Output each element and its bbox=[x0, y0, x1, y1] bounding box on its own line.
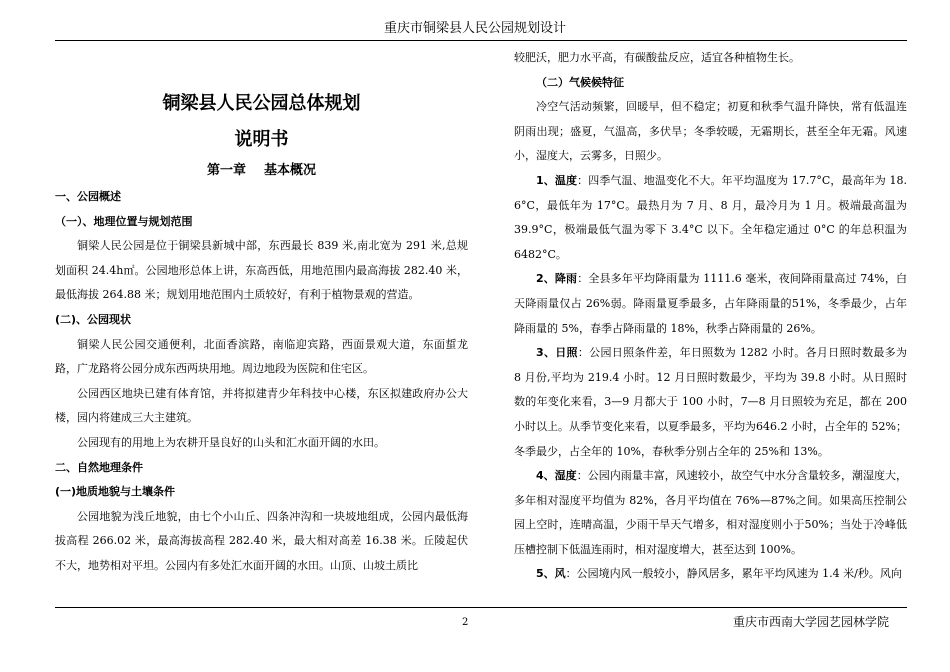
left-column bbox=[55, 46, 468, 579]
chapter-number: 第一章 bbox=[206, 163, 246, 178]
paragraph: 公园现有的用地上为农耕开垦良好的山头和汇水面开阔的水田。 bbox=[77, 435, 385, 449]
humidity-paragraph bbox=[514, 464, 907, 562]
chapter-heading bbox=[55, 159, 468, 185]
page-header-title: 重庆市铜梁县人民公园规划设计 bbox=[383, 21, 566, 36]
subsection-heading: (一)地质地貌与土壤条件 bbox=[55, 485, 176, 499]
footer-rule bbox=[55, 607, 907, 608]
humidity-text: ：公园内雨量丰富，风速较小，故空气中水分含量较多，潮湿度大，多年相对湿度平均值为 82%，各月平均值在 76%—87%之间。如果高压控制公园上空时，连晴高温，少雨干旱天气增多，相对湿度则小于50%；当处于冷峰低压槽控制下低温连雨时，相对湿度增大，甚至达到 100%。 bbox=[514, 469, 908, 556]
subsection-heading: （一）、地理位置与规划范围 bbox=[55, 214, 193, 228]
temperature-paragraph bbox=[514, 169, 907, 267]
humidity-label: 4、湿度 bbox=[536, 469, 577, 483]
wind-label: 5、风 bbox=[536, 567, 566, 581]
subsection-heading: （二）气候候特征 bbox=[536, 75, 624, 89]
section-heading: 一、公园概述 bbox=[55, 190, 121, 203]
paragraph: 铜梁人民公园是位于铜梁县新城中部，东西最长 839 米,南北宽为 291 米,总规划面积 24.4h㎡。公园地形总体上讲，东高西低，用地范围内最高海拔 282.40 米，最低海拔 264.88 米；规划用地范围内土质较好，有利于植物景观的营造。 bbox=[55, 239, 468, 302]
section-heading: 二、自然地理条件 bbox=[55, 460, 143, 474]
paragraph: 铜梁人民公园交通便利，北面香滨路，南临迎宾路，西面景观大道，东面蜇龙路，广龙路将公园分成东西两块用地。周边地段为医院和住宅区。 bbox=[55, 337, 468, 376]
sunshine-text: ：公园日照条件差，年日照数为 1282 小时。各月日照时数最多为 8 月份,平均为 219.4 小时。12 月日照时数最少，平均为 39.8 小时。从日照时数的年变化来看，3—9 月都大于 100 小时，7—8 月日照较为充足，都在 200 小时以上。从季节变化来看，以夏季最多，平均为646.2 小时，占全年的 52%；冬季最少，占全年的 10%，春秋季分别占全年的 25%和 13%。 bbox=[514, 346, 907, 458]
temperature-label: 1、温度 bbox=[536, 173, 578, 187]
right-column bbox=[514, 46, 907, 587]
temperature-text: ：四季气温、地温变化不大。年平均温度为 17.7°C，最高年为 18. 6°C，最低年为 17°C。最热月为 7 月、8 月，最冷月为 1 月。极端最高温为 39.9°C，极端最低气温为零下 3.4°C 以下。全年稳定通过 0°C 的年总积温为 6482°C。 bbox=[514, 173, 907, 261]
chapter-name: 基本概况 bbox=[264, 163, 317, 178]
sunshine-paragraph bbox=[514, 341, 907, 464]
header-rule bbox=[55, 40, 907, 41]
paragraph: 冷空气活动频繁，回暖早，但不稳定；初夏和秋季气温升降快，常有低温连阴雨出现；盛夏，气温高，多伏旱；冬季较暖，无霜期长，甚至全年无霜。风速小，湿度大，云雾多，日照少。 bbox=[514, 100, 907, 163]
document-subtitle: 说明书 bbox=[234, 129, 289, 150]
rainfall-text: ：全县多年平均降雨量为 1111.6 毫米，夜间降雨量高过 74%，白天降雨量仅占 26%弱。降雨量夏季最多，占年降雨量的51%，冬季最少，占年降雨量的 5%，春季占降雨量的 18%，秋季占降雨量的 26%。 bbox=[514, 272, 907, 335]
sunshine-label: 3、日照 bbox=[536, 346, 578, 360]
wind-text: ：公园境内风一般较小，静风居多，累年平均风速为 1.4 米/秒。风向 bbox=[565, 567, 902, 581]
wind-paragraph bbox=[514, 562, 907, 587]
subsection-heading: (二)、公园现状 bbox=[55, 312, 132, 326]
footer-institution: 重庆市西南大学园艺园林学院 bbox=[733, 615, 890, 629]
page-number: 2 bbox=[462, 617, 469, 628]
paragraph: 公园地貌为浅丘地貌，由七个小山丘、四条冲沟和一块坡地组成，公园内最低海拔高程 266.02 米，最高海拔高程 282.40 米，最大相对高差 16.38 米。丘陵起伏不大，地势相对平坦。公园内有多处汇水面开阔的水田。山顶、山坡土质比 bbox=[55, 509, 468, 572]
paragraph: 公园西区地块已建有体育馆，并将拟建青少年科技中心楼，东区拟建政府办公大楼，园内将建成三大主建筑。 bbox=[55, 386, 468, 425]
rainfall-paragraph bbox=[514, 267, 907, 341]
document-title: 铜梁县人民公园总体规划 bbox=[162, 93, 361, 114]
paragraph: 较肥沃，肥力水平高，有碳酸盐反应，适宜各种植物生长。 bbox=[514, 51, 800, 64]
rainfall-label: 2、降雨 bbox=[536, 272, 578, 286]
